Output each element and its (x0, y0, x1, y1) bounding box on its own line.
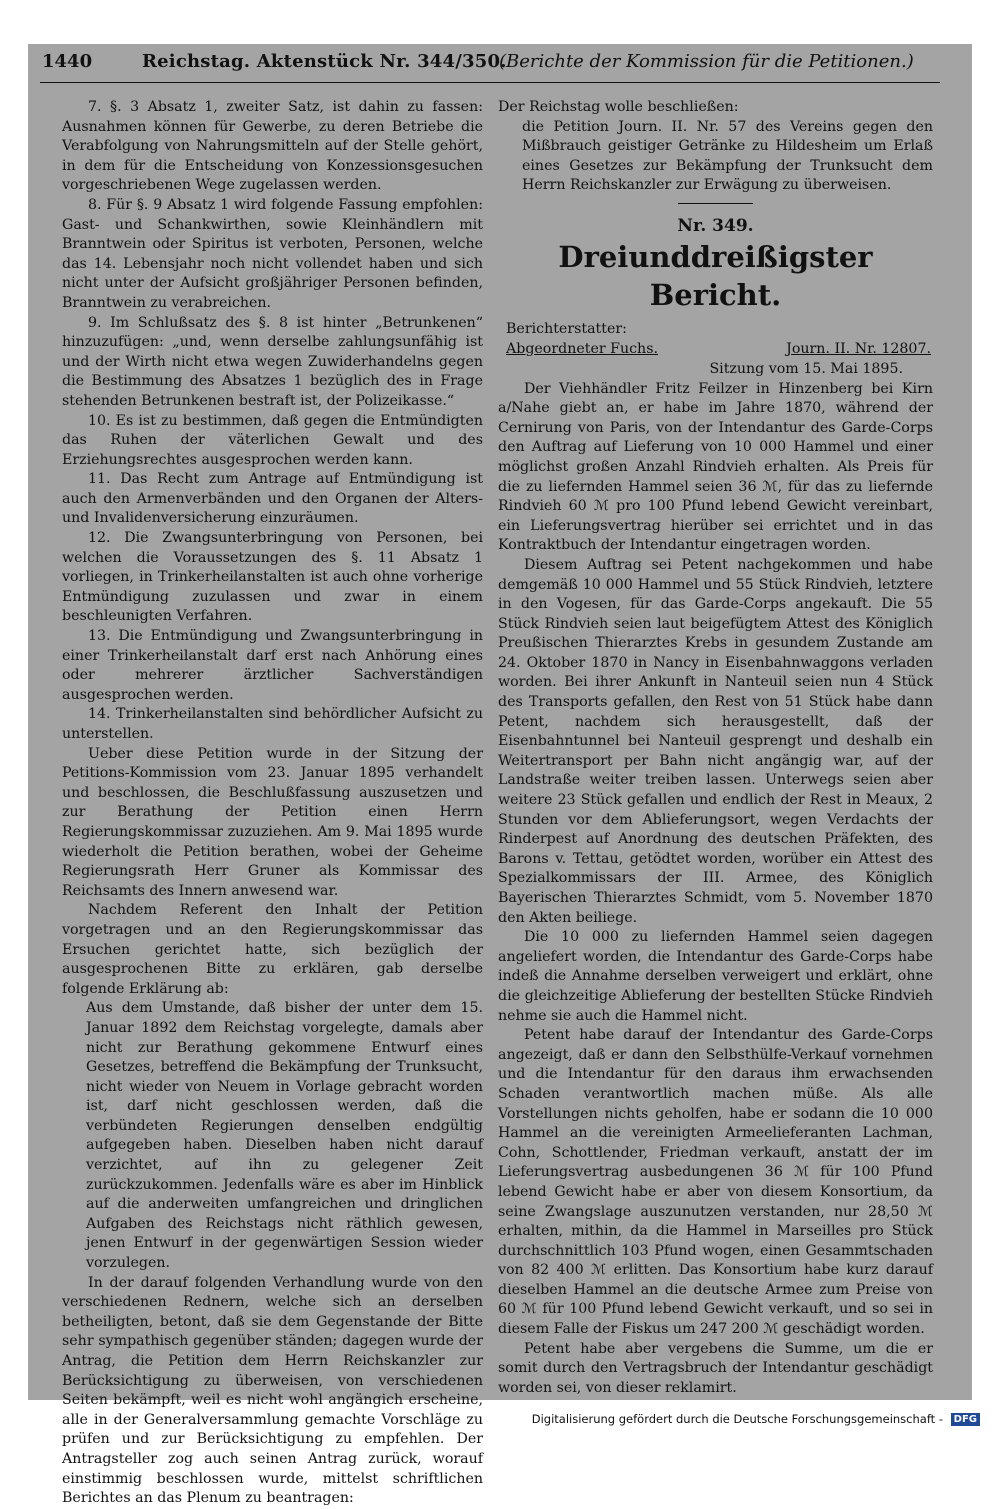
digitization-credit (532, 1412, 980, 1426)
journal-reference: Journ. II. Nr. 12807. (786, 340, 931, 357)
header-rule (40, 82, 940, 83)
section-divider (678, 203, 753, 204)
reporter-label: Berichterstatter: (506, 320, 627, 337)
paragraph: In der darauf folgenden Verhandlung wurde von den verschiedenen Rednern, welche sich an derselben betheiligten, betont, daß sie dem Gegenstande der Bitte sehr sympathisch gegenüber ständen; dagegen wurde der Antrag, die Petition dem Herrn Reichskanzler zur Berücksichtigung zu überweisen, von verschiedenen Seiten bekämpft, weil es nicht wohl angängich erscheine, alle in der Generalversammlung gemachte Vorschläge zu prüfen und zur Berücksichtigung zu empfehlen. Der Antragsteller zog auch seinen Antrag zurück, worauf einstimmig beschlossen wurde, mittelst schriftlichen Berichtes an das Plenum zu beantragen: (62, 1274, 483, 1507)
paragraph: Ueber diese Petition wurde in der Sitzung der Petitions-Kommission vom 23. Januar 1895 verhandelt und beschlossen, die Beschlußfassung auszusetzen und zur Berathung der Petition einen Herrn Regierungskommissar zuzuziehen. Am 9. Mai 1895 wurde wiederholt die Petition berathen, wobei der Geheime Regierungsrath Herr Gruner als Kommissar des Reichsamts des Innern anwesend war. (62, 745, 483, 899)
credit-text: Digitalisierung gefördert durch die Deutsche Forschungsgemeinschaft - (531, 1412, 943, 1426)
paragraph: Der Viehhändler Fritz Feilzer in Hinzenberg bei Kirn a/Nahe giebt an, er habe im Jahre 1870, während der Cernirung von Paris, von der Intendantur des Garde-Corps den Auftrag auf Lieferung von 10 000 Hammel und einer möglichst großen Anzahl Rindvieh erhalten. Als Preis für die zu liefernden Hammel seien 36 ℳ, für das zu liefernde Rindvieh 60 ℳ pro 100 Pfund lebend Gewicht vereinbart, ein Lieferungsvertrag hierüber sei errichtet und in das Kontraktbuch der Intendantur eingetragen worden. (498, 380, 933, 554)
left-column (62, 98, 483, 1509)
resolution-intro: Der Reichstag wolle beschließen: (498, 99, 739, 115)
paragraph: 10. Es ist zu bestimmen, daß gegen die Entmündigten das Ruhen der väterlichen Gewalt und des Erziehungsrechtes ausgesprochen werden kann. (62, 412, 483, 468)
paragraph: 14. Trinkerheilanstalten sind behördlicher Aufsicht zu unterstellen. (62, 706, 483, 742)
paragraph: 13. Die Entmündigung und Zwangsunterbringung in einer Trinkerheilanstalt darf erst nach Anhörung eines oder mehrerer ärztlicher Sachverständigen ausgesprochen werden. (62, 628, 483, 703)
paragraph: 9. Im Schlußsatz des §. 8 ist hinter „Betrunkenen“ hinzuzufügen: „und, wenn derselbe zahlungsunfähig ist und der Wirth nicht etwa wegen Zuwiderhandelns gegen die Bestimmung des Absatzes 1 bezüglich des in Frage stehenden Betrunkenen bestraft ist, der Polizeikasse.“ (62, 314, 483, 409)
report-title: Dreiunddreißigster Bericht. (558, 239, 873, 312)
paragraph: 12. Die Zwangsunterbringung von Personen, bei welchen die Voraussetzungen des §. 11 Absatz 1 vorliegen, in Trinkerheilanstalten ist auch ohne vorherige Entmündigung zuzulassen und zwar in einem beschleunigten Verfahren. (62, 530, 483, 625)
reporter-info (498, 320, 933, 360)
paragraph: Petent habe aber vergebens die Summe, um die er somit durch den Vertragsbruch der Intendantur geschädigt worden sei, von dieser reklamirt. (498, 1340, 933, 1396)
session-date: Sitzung vom 15. Mai 1895. (709, 360, 903, 377)
reporter-name: Abgeordneter Fuchs. (506, 340, 658, 357)
paragraph: Die 10 000 zu liefernden Hammel seien dagegen angeliefert worden, die Intendantur des Garde-Corps habe indeß die Annahme derselben verweigert und erklärt, ohne die gleichzeitige Ablieferung der bestellten Stücke Rindvieh nehme sie auch die Hammel nicht. (498, 929, 933, 1024)
header-section: (Berichte der Kommission für die Petitionen.) (499, 51, 914, 72)
paragraph: 11. Das Recht zum Antrage auf Entmündigung ist auch den Armenverbänden und den Organen der Alters- und Invalidenversicherung einzuräumen. (62, 471, 483, 527)
paragraph: 7. §. 3 Absatz 1, zweiter Satz, ist dahin zu fassen: Ausnahmen können für Gewerbe, zu deren Betriebe die Verabfolgung von Nahrungsmitteln auf der Stelle gehört, in dem für die Entscheidung von Konzessionsgesuchen vorgeschriebenen Wege zugelassen werden. (62, 99, 483, 194)
quoted-declaration: Aus dem Umstande, daß bisher der unter dem 15. Januar 1892 dem Reichstag vorgelegte, damals aber nicht zur Berathung gekommene Entwurf eines Gesetzes, betreffend die Bekämpfung der Trunksucht, nicht wieder von Neuem in Vorlage gebracht worden ist, darf nicht geschlossen werden, daß die verbündeten Regierungen denselben endgültig aufgegeben haben. Dieselben haben nicht darauf verzichtet, auf ihn zu gelegener Zeit zurückzukommen. Jedenfalls wäre es aber im Hinblick auf die anderweiten umfangreichen und dringlichen Aufgaben des Reichstags nicht räthlich gewesen, jenen Entwurf in der gegenwärtigen Session wieder vorzulegen. (86, 1000, 483, 1272)
paragraph: Petent habe darauf der Intendantur des Garde-Corps angezeigt, daß er dann den Selbsthülfe-Verkauf vornehmen und die Intendantur für den daraus ihm erwachsenden Schaden verantwortlich machen müße. Als alle Vorstellungen nichts geholfen, habe er sodann die 10 000 Hammel an die vereinigten Armeelieferanten Lachman, Cohn, Schottlender, Friedman verkauft, anstatt der im Lieferungsvertrag ausbedungenen 36 ℳ für 100 Pfund lebend Gewicht habe er aber von diesem Konsortium, da seine Zwangslage auszunutzen verstanden, nur 28,50 ℳ erhalten, mithin, da die Hammel in Marseilles pro Stück durchschnittlich 103 Pfund wogen, einen Gesammtschaden von 82 400 ℳ erlitten. Das Konsortium habe kurz darauf dieselben Hammel an die deutsche Armee zum Preise von 60 ℳ für 100 Pfund lebend Gewicht verkauft, und so sei in diesem Falle der Fiskus um 247 200 ℳ geschädigt worden. (498, 1027, 933, 1338)
right-column (498, 98, 933, 1398)
header-title: Reichstag. Aktenstück Nr. 344/350. (142, 51, 507, 72)
resolution-text: die Petition Journ. II. Nr. 57 des Vereins gegen den Mißbrauch geistiger Getränke zu Hildesheim um Erlaß eines Gesetzes zur Bekämpfung der Trunksucht dem Herrn Reichskanzler zur Erwägung zu überweisen. (522, 118, 933, 194)
page-number: 1440 (42, 51, 93, 72)
page-header (42, 47, 942, 81)
report-number: Nr. 349. (677, 215, 754, 236)
paragraph: Nachdem Referent den Inhalt der Petition vorgetragen und an den Regierungskommissar das Ersuchen gerichtet hatte, sich bezüglich der ausgesprochenen Bitte zu erklären, gab derselbe folgende Erklärung ab: (62, 902, 483, 997)
paragraph: 8. Für §. 9 Absatz 1 wird folgende Fassung empfohlen: Gast- und Schankwirthen, sowie Kleinhändlern mit Branntwein oder Spiritus ist verboten, Personen, welche das 14. Lebensjahr noch nicht vollendet haben und sich nicht unter der Aufsicht großjähriger Personen befinden, Branntwein zu verabreichen. (62, 196, 483, 311)
dfg-logo[interactable]: DFG (951, 1413, 980, 1426)
paragraph: Diesem Auftrag sei Petent nachgekommen und habe demgemäß 10 000 Hammel und 55 Stück Rindvieh, letztere in den Vogesen, für das Garde-Corps angekauft. Die 55 Stück Rindvieh seien laut beigefügtem Attest des Königlich Preußischen Thierarztes Krebs in gesundem Zustande am 24. Oktober 1870 in Nancy in Eisenbahnwaggons verladen worden. Bei ihrer Ankunft in Nanteuil seien nun 4 Stück des Transports gefallen, den Rest von 51 Stück habe dann Petent, nachdem sich herausgestellt, daß der Eisenbahntunnel bei Nanteuil gesprengt und deshalb ein Weitertransport per Bahn nicht angängig war, auf der Landstraße weiter treiben lassen. Unterwegs seien aber weitere 23 Stück gefallen und endlich der Rest in Meaux, 2 Stunden vor dem Ablieferungsort, wegen Verdachts der Rinderpest auf Anordnung des deutschen Präfekten, des Barons v. Tettau, getödtet worden, worüber ein Attest des Spezialkommissars der III. Armee, des Königlich Bayerischen Thierarztes Schmidt, vom 5. November 1870 den Akten beiliege. (498, 556, 933, 926)
